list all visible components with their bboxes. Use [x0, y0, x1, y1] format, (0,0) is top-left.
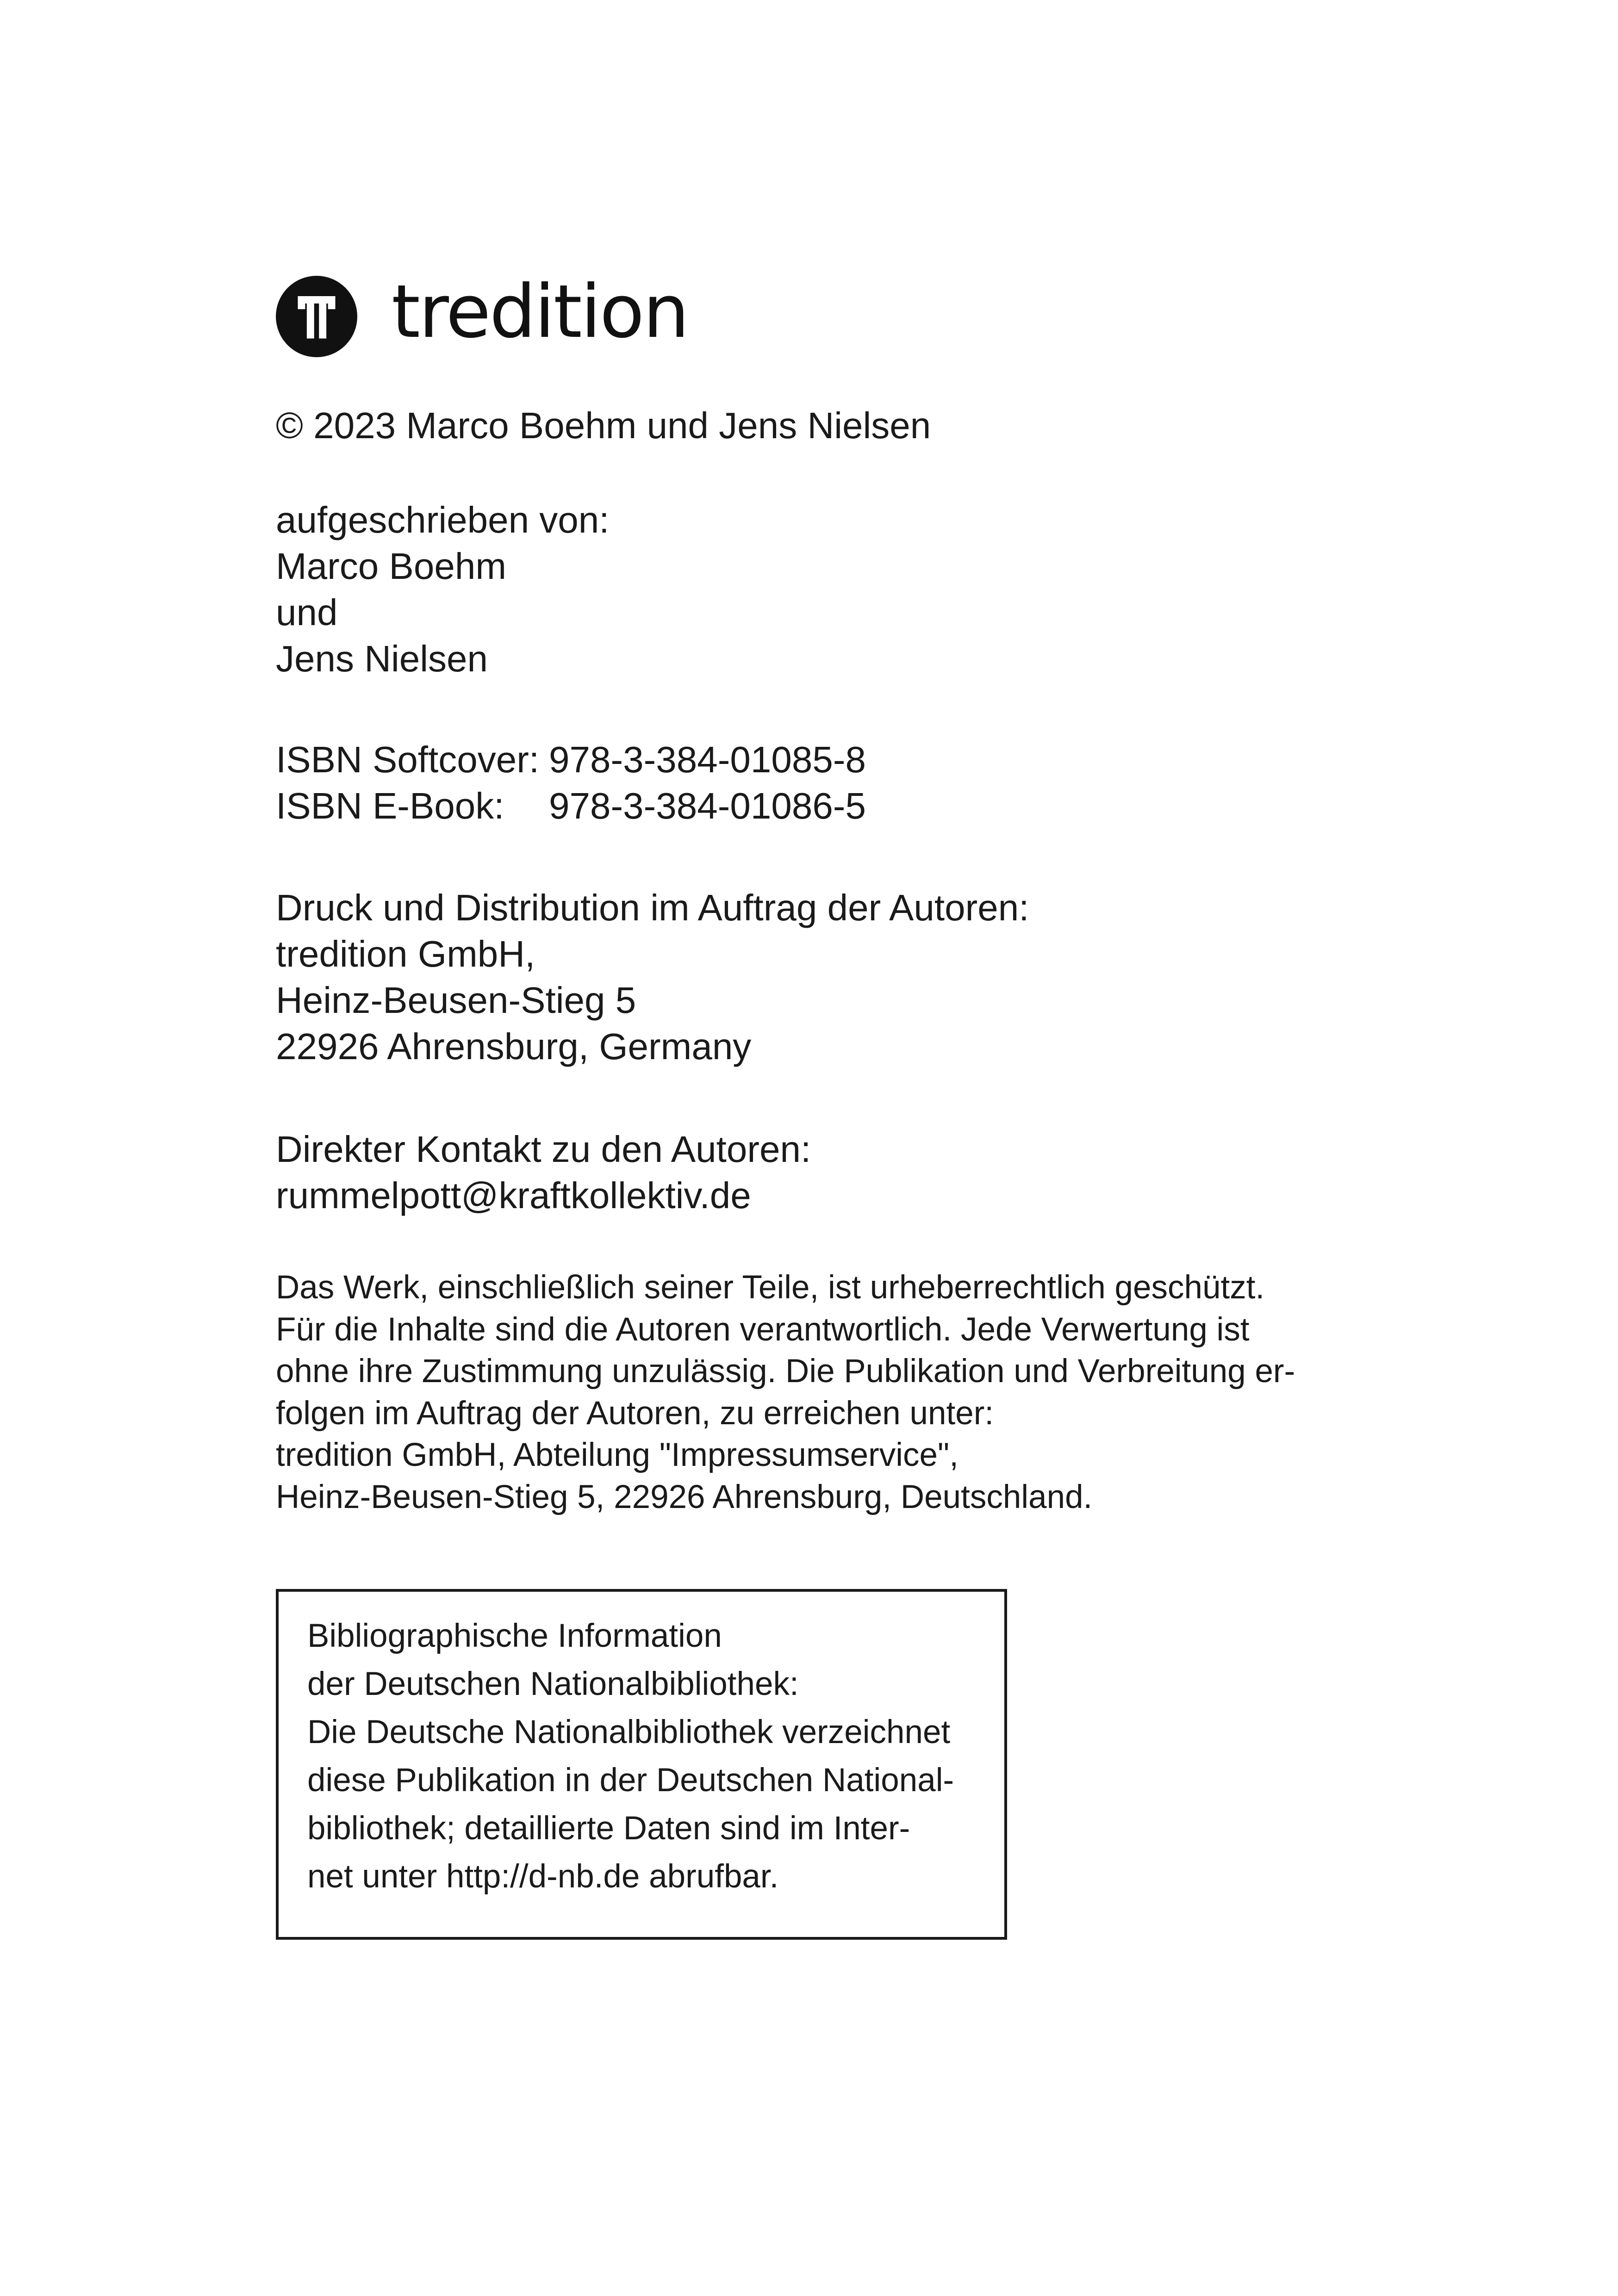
biblio-line: Die Deutsche Nationalbibliothek verzeichnet	[307, 1714, 951, 1750]
contact-block	[276, 1126, 811, 1219]
legal-line: Das Werk, einschließlich seiner Teile, ist urheberrechtlich geschützt.	[276, 1269, 1265, 1306]
contact-heading: Direkter Kontakt zu den Autoren:	[276, 1129, 811, 1170]
legal-line: ohne ihre Zustimmung unzulässig. Die Publikation und Verbreitung er-	[276, 1353, 1295, 1390]
isbn-label: ISBN Softcover:	[276, 739, 540, 780]
distribution-heading: Druck und Distribution im Auftrag der Autoren:	[276, 887, 1029, 928]
biblio-line: net unter http://d-nb.de abrufbar.	[307, 1858, 779, 1895]
distribution-street: Heinz-Beusen-Stieg 5	[276, 980, 636, 1021]
isbn-value: 978-3-384-01086-5	[549, 785, 866, 826]
legal-line: folgen im Auftrag der Autoren, zu erreichen unter:	[276, 1395, 994, 1432]
legal-notice	[276, 1267, 1295, 1518]
isbn-block	[276, 737, 866, 829]
authors-label: aufgeschrieben von:	[276, 499, 610, 540]
distribution-company: tredition GmbH,	[276, 933, 535, 974]
isbn-row	[276, 737, 866, 783]
isbn-row	[276, 783, 866, 829]
biblio-line: der Deutschen Nationalbibliothek:	[307, 1666, 799, 1702]
legal-line: Heinz-Beusen-Stieg 5, 22926 Ahrensburg, Deutschland.	[276, 1478, 1093, 1515]
distribution-block	[276, 885, 1029, 1070]
tredition-circle-t-icon	[276, 276, 357, 357]
author-name: Marco Boehm	[276, 546, 506, 587]
isbn-value: 978-3-384-01085-8	[549, 739, 866, 780]
publisher-logo	[276, 269, 688, 358]
authors-block	[276, 497, 610, 682]
bibliographic-info-box	[276, 1589, 1007, 1940]
legal-line: tredition GmbH, Abteilung "Impressumservice",	[276, 1437, 958, 1473]
copyright-notice	[276, 403, 931, 449]
authors-conjunction: und	[276, 592, 338, 633]
contact-email: rummelpott@kraftkollektiv.de	[276, 1175, 751, 1216]
copyright-line: © 2023 Marco Boehm und Jens Nielsen	[276, 405, 931, 446]
distribution-city: 22926 Ahrensburg, Germany	[276, 1026, 752, 1067]
biblio-line: diese Publikation in der Deutschen National-	[307, 1762, 954, 1799]
isbn-label: ISBN E-Book:	[276, 785, 504, 826]
author-name: Jens Nielsen	[276, 638, 488, 679]
biblio-line: bibliothek; detaillierte Daten sind im Inter-	[307, 1810, 910, 1847]
publisher-wordmark: tredition	[392, 269, 688, 354]
legal-line: Für die Inhalte sind die Autoren verantwortlich. Jede Verwertung ist	[276, 1311, 1250, 1348]
biblio-line: Bibliographische Information	[307, 1618, 722, 1654]
